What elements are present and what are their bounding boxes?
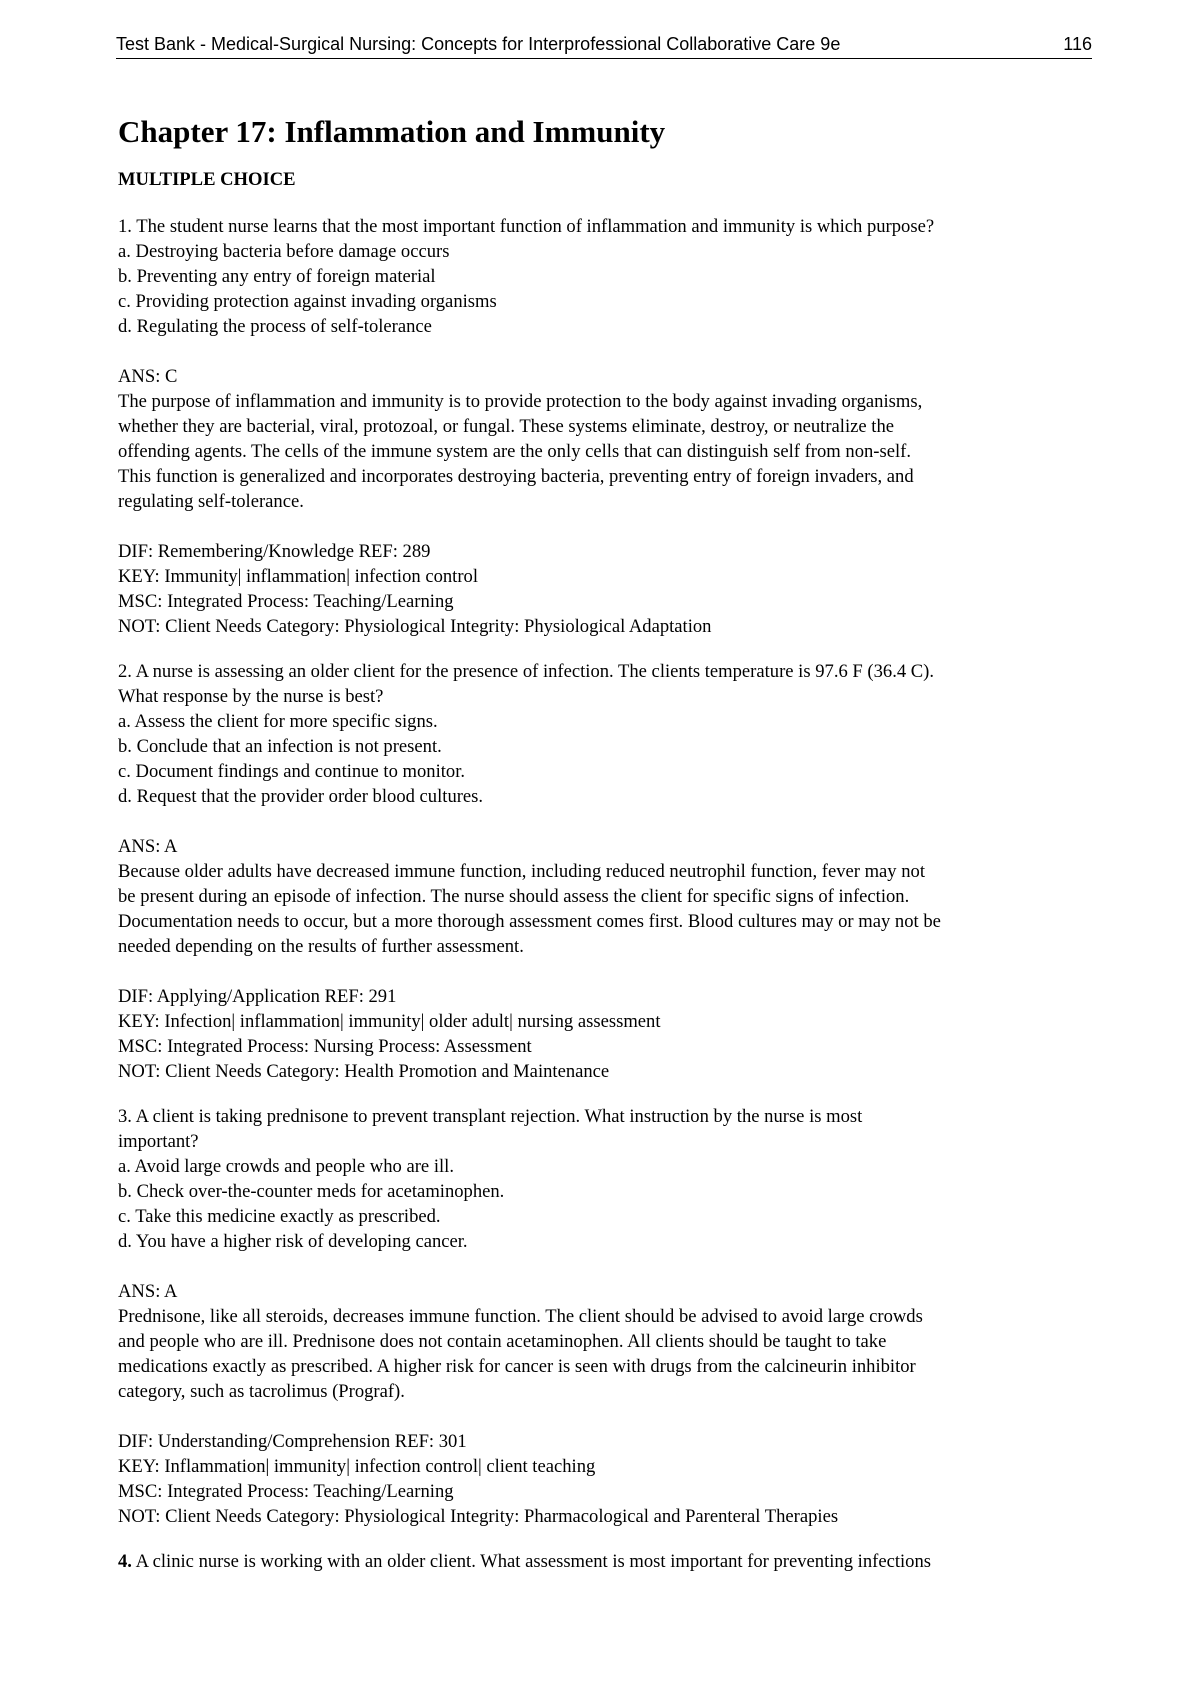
answer-option: c. Providing protection against invading organisms (118, 291, 497, 312)
section-label: MULTIPLE CHOICE (118, 169, 296, 190)
answer-option: c. Take this medicine exactly as prescribed. (118, 1206, 441, 1227)
metadata-line: DIF: Applying/Application REF: 291 (118, 986, 397, 1007)
question-3 (118, 1104, 1098, 1529)
question-1 (118, 214, 1098, 639)
rationale-line: offending agents. The cells of the immune system are the only cells that can distinguish self from non-self. (118, 441, 911, 462)
metadata-line: MSC: Integrated Process: Teaching/Learning (118, 591, 454, 612)
question-stem-line: 3. A client is taking prednisone to prevent transplant rejection. What instruction by the nurse is most (118, 1106, 863, 1127)
answer-option: a. Avoid large crowds and people who are ill. (118, 1156, 454, 1177)
question-4 (118, 1549, 1098, 1574)
rationale-line: medications exactly as prescribed. A higher risk for cancer is seen with drugs from the calcineurin inhibitor (118, 1356, 916, 1377)
rationale-line: be present during an episode of infection. The nurse should assess the client for specific signs of infection. (118, 886, 910, 907)
metadata-line: NOT: Client Needs Category: Physiological Integrity: Pharmacological and Parenteral Therapies (118, 1506, 839, 1527)
question-stem-line: 1. The student nurse learns that the most important function of inflammation and immunity is which purpose? (118, 216, 935, 237)
answer-key: ANS: A (118, 836, 178, 857)
page-number: 116 (1063, 34, 1092, 54)
answer-key: ANS: A (118, 1281, 178, 1302)
answer-option: b. Preventing any entry of foreign material (118, 266, 436, 287)
metadata-line: KEY: Inflammation| immunity| infection control| client teaching (118, 1456, 596, 1477)
answer-rationale (118, 1279, 1098, 1404)
answer-key: ANS: C (118, 366, 178, 387)
question-stem-line: 2. A nurse is assessing an older client for the presence of infection. The clients temperature is 97.6 F (36.4 C). (118, 661, 935, 682)
document-body (118, 112, 1098, 1574)
answer-option: c. Document findings and continue to monitor. (118, 761, 466, 782)
rationale-line: Because older adults have decreased immune function, including reduced neutrophil function, fever may not (118, 861, 926, 882)
question-2 (118, 659, 1098, 1084)
rationale-line: Prednisone, like all steroids, decreases immune function. The client should be advised to avoid large crowds (118, 1306, 923, 1327)
answer-option: a. Assess the client for more specific signs. (118, 711, 438, 732)
metadata-line: DIF: Understanding/Comprehension REF: 301 (118, 1431, 467, 1452)
chapter-title: Chapter 17: Inflammation and Immunity (118, 114, 666, 149)
answer-option: a. Destroying bacteria before damage occurs (118, 241, 450, 262)
question-text: A clinic nurse is working with an older client. What assessment is most important for preventing infections (131, 1551, 931, 1572)
question-metadata (118, 984, 1098, 1084)
metadata-line: MSC: Integrated Process: Teaching/Learning (118, 1481, 454, 1502)
question-metadata (118, 1429, 1098, 1529)
page-header (116, 32, 1092, 59)
metadata-line: KEY: Infection| inflammation| immunity| older adult| nursing assessment (118, 1011, 661, 1032)
metadata-line: MSC: Integrated Process: Nursing Process: Assessment (118, 1036, 532, 1057)
rationale-line: needed depending on the results of further assessment. (118, 936, 524, 957)
metadata-line: NOT: Client Needs Category: Physiological Integrity: Physiological Adaptation (118, 616, 712, 637)
rationale-line: whether they are bacterial, viral, protozoal, or fungal. These systems eliminate, destroy, or neutralize the (118, 416, 894, 437)
answer-option: b. Check over-the-counter meds for acetaminophen. (118, 1181, 505, 1202)
metadata-line: KEY: Immunity| inflammation| infection control (118, 566, 478, 587)
question-stem-line: important? (118, 1131, 199, 1152)
rationale-line: Documentation needs to occur, but a more thorough assessment comes first. Blood cultures may or may not be (118, 911, 941, 932)
header-title: Test Bank - Medical-Surgical Nursing: Concepts for Interprofessional Collaborative Care 9e (116, 34, 841, 54)
rationale-line: The purpose of inflammation and immunity is to provide protection to the body against invading organisms, (118, 391, 923, 412)
question-list (118, 214, 1098, 1529)
question-stem (118, 1549, 1098, 1574)
rationale-line: and people who are ill. Prednisone does not contain acetaminophen. All clients should be taught to take (118, 1331, 887, 1352)
rationale-line: regulating self-tolerance. (118, 491, 304, 512)
answer-rationale (118, 364, 1098, 514)
rationale-line: This function is generalized and incorporates destroying bacteria, preventing entry of foreign invaders, and (118, 466, 914, 487)
answer-option: b. Conclude that an infection is not present. (118, 736, 442, 757)
question-number: 4. (118, 1551, 132, 1572)
answer-option: d. Request that the provider order blood cultures. (118, 786, 484, 807)
answer-option: d. Regulating the process of self-tolerance (118, 316, 432, 337)
metadata-line: DIF: Remembering/Knowledge REF: 289 (118, 541, 431, 562)
question-metadata (118, 539, 1098, 639)
answer-rationale (118, 834, 1098, 959)
answer-option: d. You have a higher risk of developing cancer. (118, 1231, 468, 1252)
metadata-line: NOT: Client Needs Category: Health Promotion and Maintenance (118, 1061, 610, 1082)
question-stem-line: What response by the nurse is best? (118, 686, 384, 707)
rationale-line: category, such as tacrolimus (Prograf). (118, 1381, 405, 1402)
